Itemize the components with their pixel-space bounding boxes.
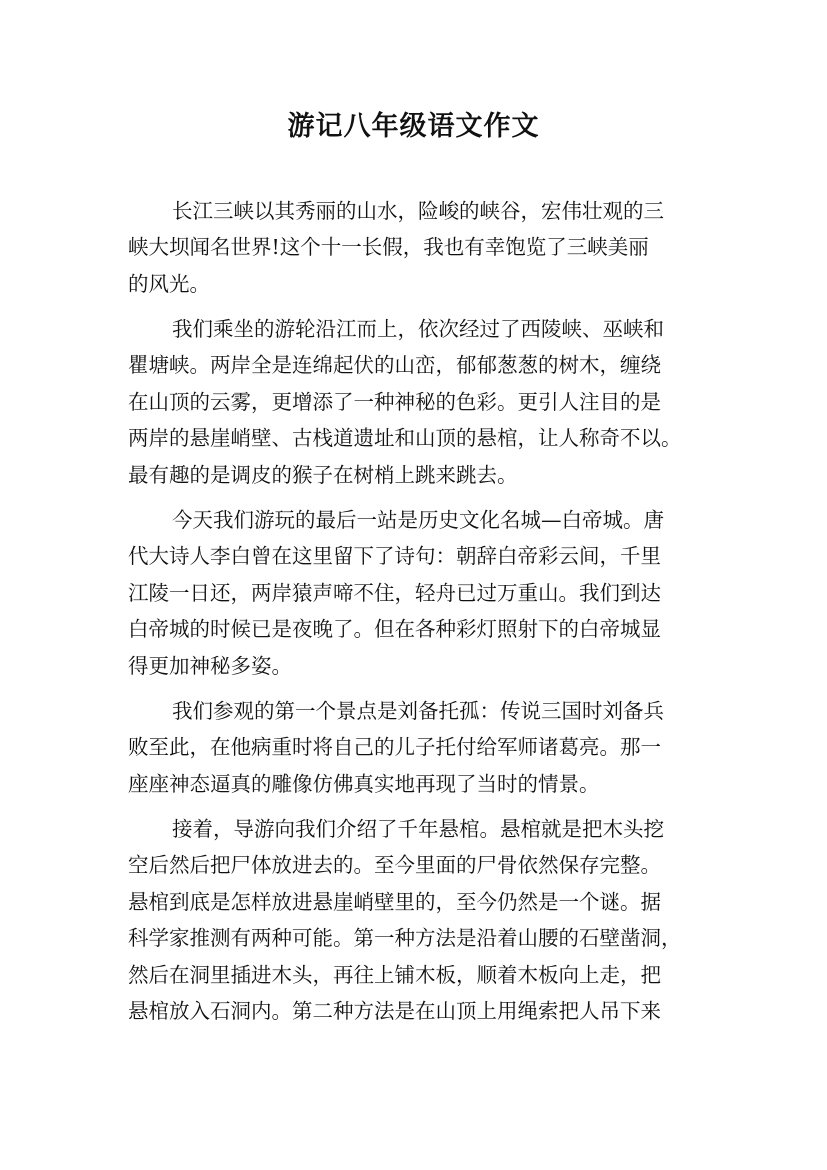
paragraph-line: 峡大坝闻名世界!这个十一长假，我也有幸饱览了三峡美丽 <box>128 235 649 259</box>
paragraph-line: 长江三峡以其秀丽的山水，险峻的峡谷，宏伟壮观的三 <box>172 199 664 223</box>
paragraph-line: 江陵一日还，两岸猿声啼不住，轻舟已过万重山。我们到达 <box>128 581 661 605</box>
paragraph-line: 悬棺放入石洞内。第二种方法是在山顶上用绳索把人吊下来 <box>128 999 661 1023</box>
paragraph-line: 科学家推测有两种可能。第一种方法是沿着山腰的石壁凿洞， <box>128 926 682 950</box>
paragraph-line: 瞿塘峡。两岸全是连绵起伏的山峦，郁郁葱葱的树木，缠绕 <box>128 353 661 377</box>
paragraph-line: 代大诗人李白曾在这里留下了诗句：朝辞白帝彩云间，千里 <box>128 544 661 568</box>
paragraph-line: 的风光。 <box>128 272 210 296</box>
paragraph-line: 败至此，在他病重时将自己的儿子托付给军师诸葛亮。那一 <box>128 735 661 759</box>
paragraph-line: 空后然后把尸体放进去的。至今里面的尸骨依然保存完整。 <box>128 853 661 877</box>
paragraph-line: 得更加神秘多姿。 <box>128 654 292 678</box>
paragraph-line: 然后在洞里插进木头，再往上铺木板，顺着木板向上走，把 <box>128 963 661 987</box>
paragraph-line: 最有趣的是调皮的猴子在树梢上跳来跳去。 <box>128 463 518 487</box>
paragraph-line: 我们乘坐的游轮沿江而上，依次经过了西陵峡、巫峡和 <box>172 317 664 341</box>
paragraph-line: 接着，导游向我们介绍了千年悬棺。悬棺就是把木头挖 <box>172 817 664 841</box>
paragraph-line: 悬棺到底是怎样放进悬崖峭壁里的，至今仍然是一个谜。据 <box>128 890 661 914</box>
paragraph-line: 两岸的悬崖峭壁、古栈道遗址和山顶的悬棺，让人称奇不以。 <box>128 426 682 450</box>
paragraph-line: 今天我们游玩的最后一站是历史文化名城—白帝城。唐 <box>172 508 664 532</box>
paragraph-line: 我们参观的第一个景点是刘备托孤：传说三国时刘备兵 <box>172 699 664 723</box>
paragraph-line: 白帝城的时候已是夜晚了。但在各种彩灯照射下的白帝城显 <box>128 617 661 641</box>
document-title: 游记八年级语文作文 <box>287 111 540 142</box>
paragraph-line: 在山顶的云雾，更增添了一种神秘的色彩。更引人注目的是 <box>128 390 661 414</box>
paragraph-line: 座座神态逼真的雕像仿佛真实地再现了当时的情景。 <box>128 772 600 796</box>
